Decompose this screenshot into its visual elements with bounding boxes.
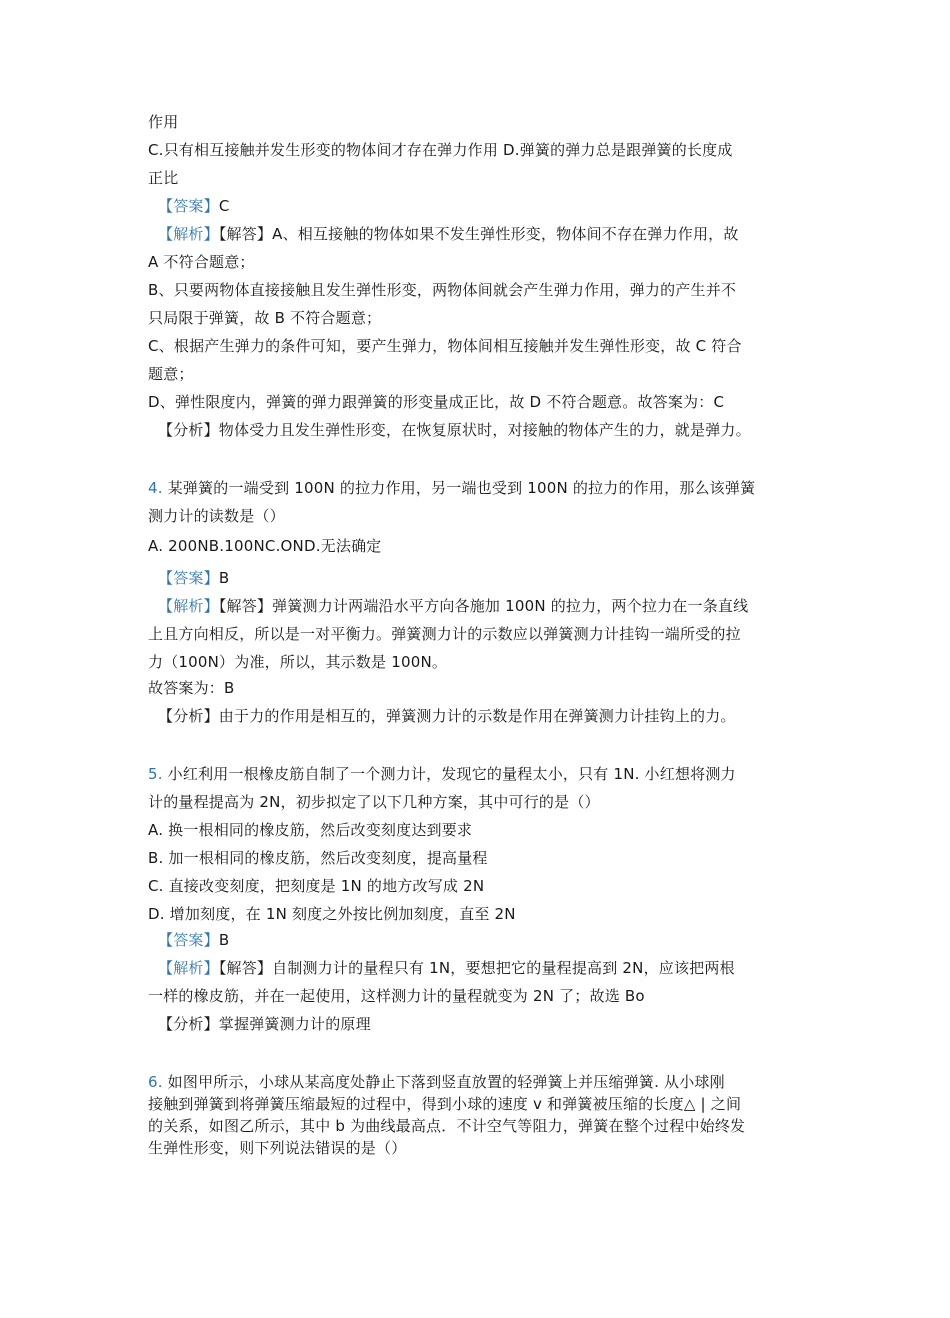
q5-option-b: B. 加一根相同的橡皮筋，然后改变刻度，提高量程 bbox=[148, 849, 488, 867]
question-number: 6. bbox=[148, 1073, 163, 1091]
q4-analysis-line: 力（100N）为准，所以，其示数是 100N。 bbox=[148, 653, 448, 671]
analysis-text: 【解答】A、相互接触的物体如果不发生弹性形变，物体间不存在弹力作用，故 bbox=[218, 225, 739, 243]
q3-analysis bbox=[158, 224, 739, 244]
q4-analysis bbox=[158, 596, 748, 616]
analysis-text: 【解答】弹簧测力计两端沿水平方向各施加 100N 的拉力，两个拉力在一条直线 bbox=[218, 597, 749, 615]
question-text: 如图甲所示，小球从某高度处静止下落到竖直放置的轻弹簧上并压缩弹簧. 从小球刚 bbox=[162, 1073, 725, 1091]
q4-analysis-line: 上且方向相反，所以是一对平衡力。弹簧测力计的示数应以弹簧测力计挂钩一端所受的拉 bbox=[148, 625, 741, 643]
q3-analysis-line: B、只要两物体直接接触且发生弹性形变，两物体间就会产生弹力作用，弹力的产生并不 bbox=[148, 281, 737, 299]
q3-option-cd: C.只有相互接触并发生形变的物体间才存在弹力作用 D.弹簧的弹力总是跟弹簧的长度成 bbox=[148, 141, 733, 159]
q4-answer bbox=[158, 568, 229, 588]
analysis-text: 【解答】自制测力计的量程只有 1N，要想把它的量程提高到 2N，应该把两根 bbox=[218, 959, 735, 977]
answer-tag: 【答案】 bbox=[158, 569, 219, 587]
q4-question-line: 测力计的读数是（） bbox=[148, 507, 285, 525]
answer-value: B bbox=[218, 931, 230, 949]
q6-question bbox=[148, 1072, 725, 1092]
q5-analysis-line: 一样的橡皮筋，并在一起使用，这样测力计的量程就变为 2N 了；故选 Bo bbox=[148, 987, 645, 1005]
question-text: 小红利用一根橡皮筋自制了一个测力计，发现它的量程太小，只有 1N. 小红想将测力 bbox=[162, 765, 736, 783]
q4-options: A. 200NB.100NC.OND.无法确定 bbox=[148, 537, 382, 555]
q5-question-line: 计的量程提高为 2N，初步拟定了以下几种方案，其中可行的是（） bbox=[148, 793, 600, 811]
q3-analysis-line: C、根据产生弹力的条件可知，要产生弹力，物体间相互接触并发生弹性形变，故 C 符合 bbox=[148, 337, 742, 355]
q3-summary: 【分析】物体受力且发生弹性形变，在恢复原状时，对接触的物体产生的力，就是弹力。 bbox=[158, 421, 751, 439]
q5-question bbox=[148, 764, 736, 784]
question-number: 5. bbox=[148, 765, 163, 783]
question-number: 4. bbox=[148, 479, 163, 497]
q5-option-a: A. 换一根相同的橡皮筋，然后改变刻度达到要求 bbox=[148, 821, 473, 839]
answer-tag: 【答案】 bbox=[158, 931, 219, 949]
q3-text-line: 作用 bbox=[148, 113, 179, 131]
q5-option-d: D. 增加刻度，在 1N 刻度之外按比例加刻度，直至 2N bbox=[148, 905, 516, 923]
question-text: 某弹簧的一端受到 100N 的拉力作用，另一端也受到 100N 的拉力的作用，那么该弹簧 bbox=[162, 479, 756, 497]
answer-tag: 【答案】 bbox=[158, 197, 219, 215]
q3-analysis-line: 只局限于弹簧，故 B 不符合题意； bbox=[148, 309, 382, 327]
q6-question-line: 接触到弹簧到将弹簧压缩最短的过程中，得到小球的速度 v 和弹簧被压缩的长度△ | 之间 bbox=[148, 1095, 742, 1113]
q3-text-line: 正比 bbox=[148, 169, 179, 187]
q5-summary: 【分析】掌握弹簧测力计的原理 bbox=[158, 1015, 371, 1033]
q3-analysis-line: D、弹性限度内，弹簧的弹力跟弹簧的形变量成正比，故 D 不符合题意。故答案为：C bbox=[148, 393, 725, 411]
q5-analysis bbox=[158, 958, 735, 978]
q4-question bbox=[148, 478, 755, 498]
q3-analysis-line: A 不符合题意； bbox=[148, 253, 255, 271]
analysis-tag: 【解析】 bbox=[158, 959, 219, 977]
q5-answer bbox=[158, 930, 229, 950]
q4-summary: 【分析】由于力的作用是相互的，弹簧测力计的示数是作用在弹簧测力计挂钩上的力。 bbox=[158, 707, 736, 725]
q4-analysis-line: 故答案为：B bbox=[148, 679, 235, 697]
answer-value: C bbox=[218, 197, 230, 215]
q6-question-line: 生弹性形变，则下列说法错误的是（） bbox=[148, 1139, 407, 1157]
answer-value: B bbox=[218, 569, 230, 587]
q6-question-line: 的关系，如图乙所示，其中 b 为曲线最高点．不计空气等阻力，弹簧在整个过程中始终发 bbox=[148, 1117, 746, 1135]
analysis-tag: 【解析】 bbox=[158, 597, 219, 615]
q5-option-c: C. 直接改变刻度，把刻度是 1N 的地方改写成 2N bbox=[148, 877, 485, 895]
q3-analysis-line: 题意； bbox=[148, 365, 194, 383]
analysis-tag: 【解析】 bbox=[158, 225, 219, 243]
q3-answer bbox=[158, 196, 230, 216]
